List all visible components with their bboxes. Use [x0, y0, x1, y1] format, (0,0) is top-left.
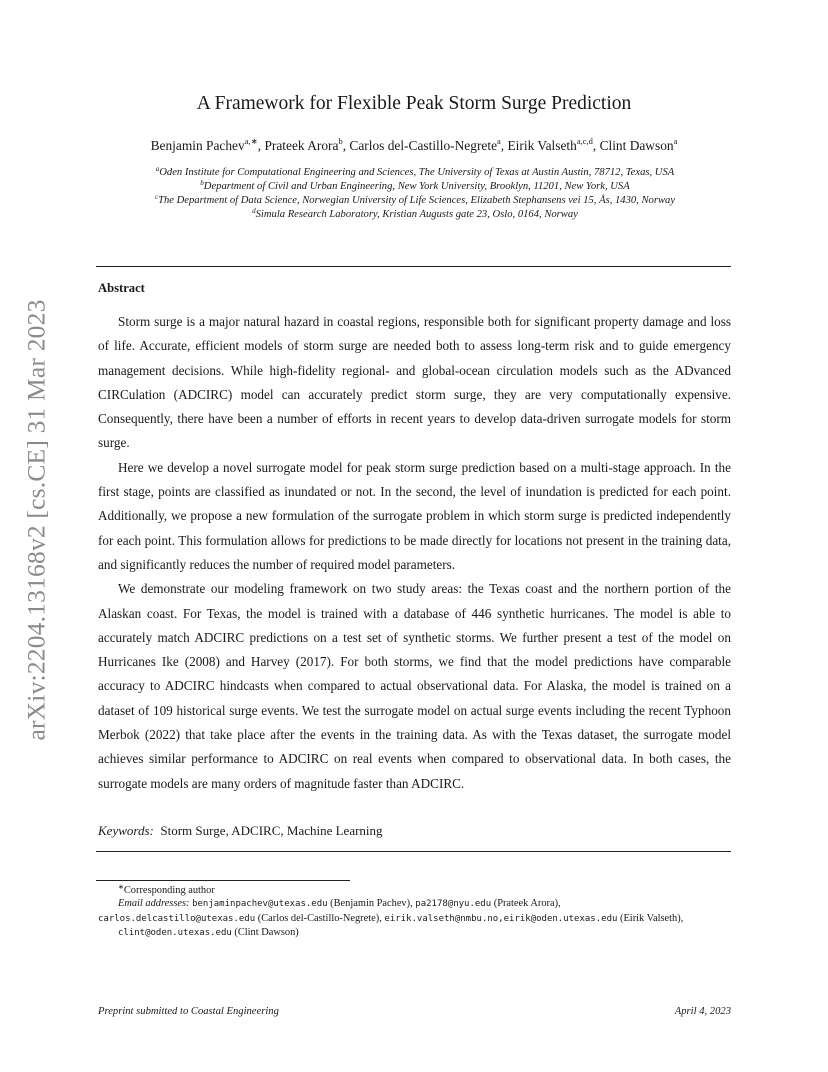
arxiv-identifier-stamp: [22, 285, 52, 755]
email-label: Email addresses:: [118, 898, 190, 910]
author-separator: ,: [342, 138, 350, 153]
paper-title: A Framework for Flexible Peak Storm Surge Prediction: [196, 93, 632, 114]
keywords-text: Storm Surge, ADCIRC, Machine Learning: [160, 823, 383, 838]
author-separator: ,: [257, 138, 265, 153]
author-affiliation-mark: a: [673, 136, 678, 146]
email-link[interactable]: benjaminpachev@utexas.edu: [192, 899, 328, 910]
email-link[interactable]: carlos.delcastillo@utexas.edu: [98, 913, 256, 924]
author-affiliation-mark: a,c,d: [576, 136, 593, 146]
abstract-top-rule: [96, 266, 731, 267]
email-addresses: [98, 897, 731, 940]
arxiv-identifier-text: arXiv:2204.13168v2 [cs.CE] 31 Mar 2023: [22, 299, 52, 741]
abstract-paragraph: We demonstrate our modeling framework on two study areas: the Texas coast and the northern portion of the Alaskan coast. For Texas, the model is trained with a database of 446 synthetic hurricanes. The model is able to accurately match ADCIRC predictions on a test set of synthetic storms. We further present a test of the model on Hurricanes Ike (2008) and Harvey (2017). For both storms, we find that the model predictions have comparable accuracy to ADCIRC hindcasts when compared to actual observational data. For Alaska, the model is trained on a dataset of 109 historical surge events. We test the surrogate model on actual surge events including the recent Typhoon Merbok (2022) that take place after the events in the training data. As with the Texas dataset, the surrogate model achieves similar performance to ADCIRC on real events when compared to observational data. In both cases, the surrogate models are many orders of magnitude faster than ADCIRC.: [98, 581, 731, 791]
affiliation-mark: b: [200, 179, 204, 187]
email-owner: (Benjamin Pachev),: [327, 898, 416, 910]
keywords-label: Keywords:: [98, 823, 154, 838]
affiliation-item: [90, 166, 740, 180]
affiliation-mark: d: [252, 207, 256, 215]
affiliation-list: [90, 166, 740, 222]
email-owner: (Prateek Arora),: [491, 898, 561, 910]
preprint-note: Preprint submitted to Coastal Engineering: [98, 1006, 279, 1017]
affiliation-text: Department of Civil and Urban Engineering, New York University, Brooklyn, 11201, New York, USA: [203, 181, 630, 192]
author-affiliation-mark: a,∗: [244, 136, 258, 146]
affiliation-text: Oden Institute for Computational Engineering and Sciences, The University of Texas at Austin Austin, 78712, Texas, USA: [159, 167, 675, 178]
affiliation-mark: a: [155, 165, 160, 173]
affiliation-item: [90, 180, 740, 194]
affiliation-text: Simula Research Laboratory, Kristian Augusts gate 23, Oslo, 0164, Norway: [255, 209, 578, 220]
preprint-date: April 4, 2023: [674, 1006, 731, 1017]
affiliation-item: [90, 208, 740, 222]
corresponding-mark: ∗: [118, 883, 124, 891]
affiliation-item: [90, 194, 740, 208]
abstract-paragraph: Storm surge is a major natural hazard in coastal regions, responsible both for significant property damage and loss of life. Accurate, efficient models of storm surge are needed both to assess long-term risk and to guide emergency management decisions. While high-fidelity regional- and global-ocean circulation models such as the ADvanced CIRCulation (ADCIRC) model can accurately predict storm surge, they are very computationally expensive. Consequently, there have been a number of efforts in recent years to develop data-driven surrogate models for storm surge.: [98, 314, 731, 451]
email-link[interactable]: clint@oden.utexas.edu: [118, 927, 232, 938]
author-name: Eirik Valseth: [507, 138, 577, 153]
author-name: Benjamin Pachev: [150, 138, 245, 153]
abstract-body: [98, 310, 731, 796]
abstract-heading: Abstract: [98, 281, 145, 295]
author-separator: ,: [500, 138, 508, 153]
abstract-paragraph: Here we develop a novel surrogate model for peak storm surge prediction based on a multi-stage approach. In the first stage, points are classified as inundated or not. In the second, the level of inundation is predicted for each point. Additionally, we propose a new formulation of the surrogate problem in which storm surge is predicted independently for each point. This formulation allows for predictions to be made directly for locations not present in the training data, and significantly reduces the number of required model parameters.: [98, 459, 731, 572]
author-separator: ,: [592, 138, 600, 153]
affiliation-text: The Department of Data Science, Norwegian University of Life Sciences, Elizabeth Stephansens vei 15, Ås, 1430, Norway: [158, 195, 676, 206]
corresponding-text: Corresponding author: [123, 885, 215, 896]
email-owner: (Clint Dawson): [231, 926, 299, 938]
email-owner: (Carlos del-Castillo-Negrete),: [255, 912, 385, 924]
affiliation-mark: c: [154, 193, 159, 201]
author-affiliation-mark: b: [338, 136, 343, 146]
footnote-rule: [96, 880, 350, 881]
corresponding-author-note: [98, 884, 731, 897]
author-affiliation-mark: a: [497, 136, 501, 146]
author-name: Prateek Arora: [264, 138, 339, 153]
keywords-line: [98, 823, 383, 839]
footnote: [98, 884, 731, 940]
email-link[interactable]: pa2178@nyu.edu: [415, 899, 492, 910]
author-list: [0, 138, 828, 154]
email-link[interactable]: eirik.valseth@nmbu.no,eirik@oden.utexas.edu: [384, 913, 618, 924]
author-name: Carlos del-Castillo-Negrete: [349, 138, 498, 153]
abstract-bottom-rule: [96, 851, 731, 852]
email-owner: (Eirik Valseth),: [617, 912, 684, 924]
author-name: Clint Dawson: [599, 138, 674, 153]
